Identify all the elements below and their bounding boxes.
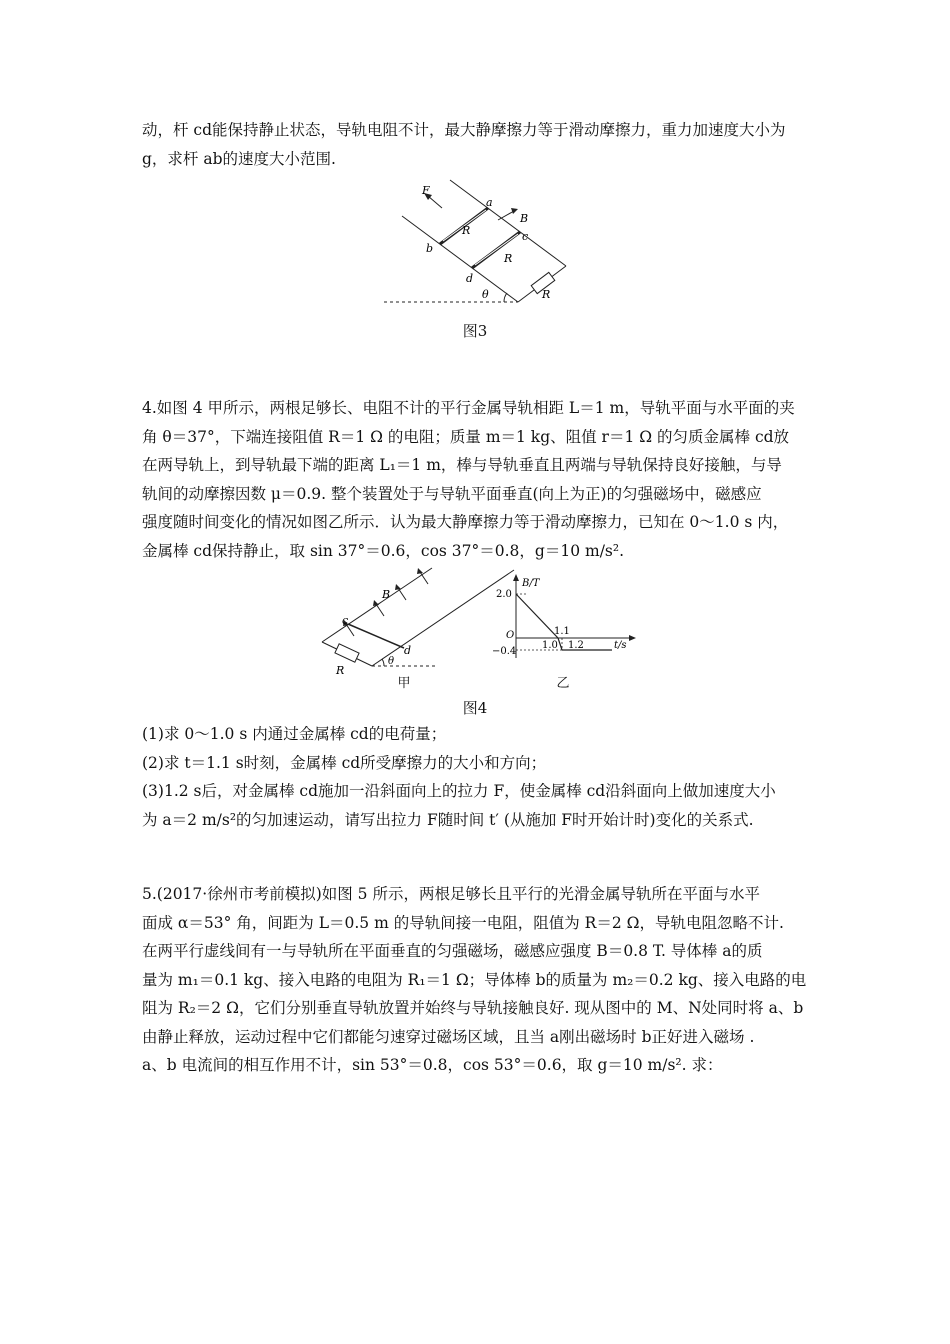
yi-y-axis-label: B/T (522, 578, 540, 589)
jia-label-theta: θ (388, 656, 395, 667)
yi-tick-x-2: 1.2 (568, 640, 584, 651)
fig3-label-B: B (520, 212, 529, 225)
fig4-yi-label: 乙 (556, 676, 570, 691)
fig3-label-F: F (422, 184, 430, 197)
fig4-jia-label: 甲 (397, 676, 411, 691)
q4-line-1: 4.如图 4 甲所示，两根足够长、电阻不计的平行金属导轨相距 L＝1 m，导轨平面与水平面的夹 (142, 399, 795, 417)
q5-line-3: 在两平行虚线间有一与导轨所在平面垂直的匀强磁场，磁感应强度 B＝0.8 T. 导体棒 a的质 (142, 942, 763, 960)
yi-x-axis-label: t/s (614, 640, 627, 651)
fig3-caption: 图3 (462, 322, 488, 340)
q4-sub-2: (2)求 t＝1.1 s时刻，金属棒 cd所受摩擦力的大小和方向； (142, 753, 547, 772)
q5-line-1: 5.(2017·徐州市考前模拟)如图 5 所示，两根足够长且平行的光滑金属导轨所在平面与水平 (142, 885, 760, 903)
fig3-label-theta: θ (482, 288, 489, 301)
fig3-label-a: a (486, 196, 493, 209)
q4-line-6: 金属棒 cd保持静止，取 sin 37°＝0.6，cos 37°＝0.8，g＝10 m/s². (142, 541, 625, 560)
q4-sub-3: (3)1.2 s后，对金属棒 cd施加一沿斜面向上的拉力 F，使金属棒 cd沿斜面向上做加速度大小 (142, 782, 776, 800)
figure-3-diagram (380, 178, 580, 308)
q5-line-6: 由静止释放，运动过程中它们都能匀速穿过磁场区域，且当 a刚出磁场时 b正好进入磁场 . (142, 1027, 755, 1046)
yi-origin: O (506, 630, 515, 641)
q4-sub-3-cont: 为 a＝2 m/s²的匀加速运动，请写出拉力 F随时间 t′ (从施加 F时开始计时)变化的关系式. (142, 810, 754, 829)
yi-tick-x-1: 1.0 (542, 640, 558, 651)
q5-line-5: 阻为 R₂＝2 Ω，它们分别垂直导轨放置并始终与导轨接触良好. 现从图中的 M、N处同时将 a、b (142, 999, 804, 1017)
fig3-label-c: c (522, 230, 529, 243)
q5-line-2: 面成 α＝53° 角，间距为 L＝0.5 m 的导轨间接一电阻，阻值为 R＝2 Ω，导轨电阻忽略不计. (142, 913, 784, 932)
fig3-label-b: b (426, 242, 434, 255)
fig3-label-R-top: R (462, 224, 471, 237)
q3-line-2: g，求杆 ab的速度大小范围. (142, 149, 336, 168)
yi-tick-y-bottom: −0.4 (492, 646, 517, 657)
q4-line-3: 在两导轨上，到导轨最下端的距离 L₁＝1 m，棒与导轨垂直且两端与导轨保持良好接触，与导 (142, 456, 782, 474)
fig4-caption: 图4 (462, 699, 488, 717)
q5-line-4: 量为 m₁＝0.1 kg、接入电路的电阻为 R₁＝1 Ω；导体棒 b的质量为 m₂＝0.2 kg、接入电路的电 (142, 970, 807, 989)
jia-label-B: B (382, 588, 391, 601)
fig3-label-R-mid: R (504, 252, 513, 265)
q4-paragraph (142, 394, 822, 565)
figure-4-jia-diagram (318, 562, 518, 682)
q4-subquestions (142, 720, 822, 834)
q3-tail-paragraph (142, 116, 822, 173)
jia-label-R: R (336, 664, 345, 677)
q5-paragraph (142, 880, 822, 1080)
q5-line-7: a、b 电流间的相互作用不计，sin 53°＝0.8，cos 53°＝0.6，取 g＝10 m/s². 求： (142, 1056, 723, 1074)
q3-line-1: 动，杆 cd能保持静止状态，导轨电阻不计，最大静摩擦力等于滑动摩擦力，重力加速度大小为 (142, 121, 786, 139)
jia-label-c: c (342, 614, 349, 627)
fig3-label-d: d (466, 272, 474, 285)
yi-tick-y-top: 2.0 (496, 589, 512, 600)
fig3-label-R-res: R (542, 288, 551, 301)
q4-sub-1: (1)求 0～1.0 s 内通过金属棒 cd的电荷量； (142, 725, 447, 743)
yi-tick-x-mid: 1.1 (554, 626, 570, 637)
q4-line-5: 强度随时间变化的情况如图乙所示．认为最大静摩擦力等于滑动摩擦力，已知在 0～1.0 s 内， (142, 513, 789, 531)
q4-line-2: 角 θ＝37°，下端连接阻值 R＝1 Ω 的电阻；质量 m＝1 kg、阻值 r＝1 Ω 的匀质金属棒 cd放 (142, 427, 790, 446)
figure-4-yi-graph (492, 572, 642, 662)
q4-line-4: 轨间的动摩擦因数 μ＝0.9. 整个装置处于与导轨平面垂直(向上为正)的匀强磁场中，磁感应 (142, 484, 762, 503)
jia-label-d: d (404, 644, 412, 657)
